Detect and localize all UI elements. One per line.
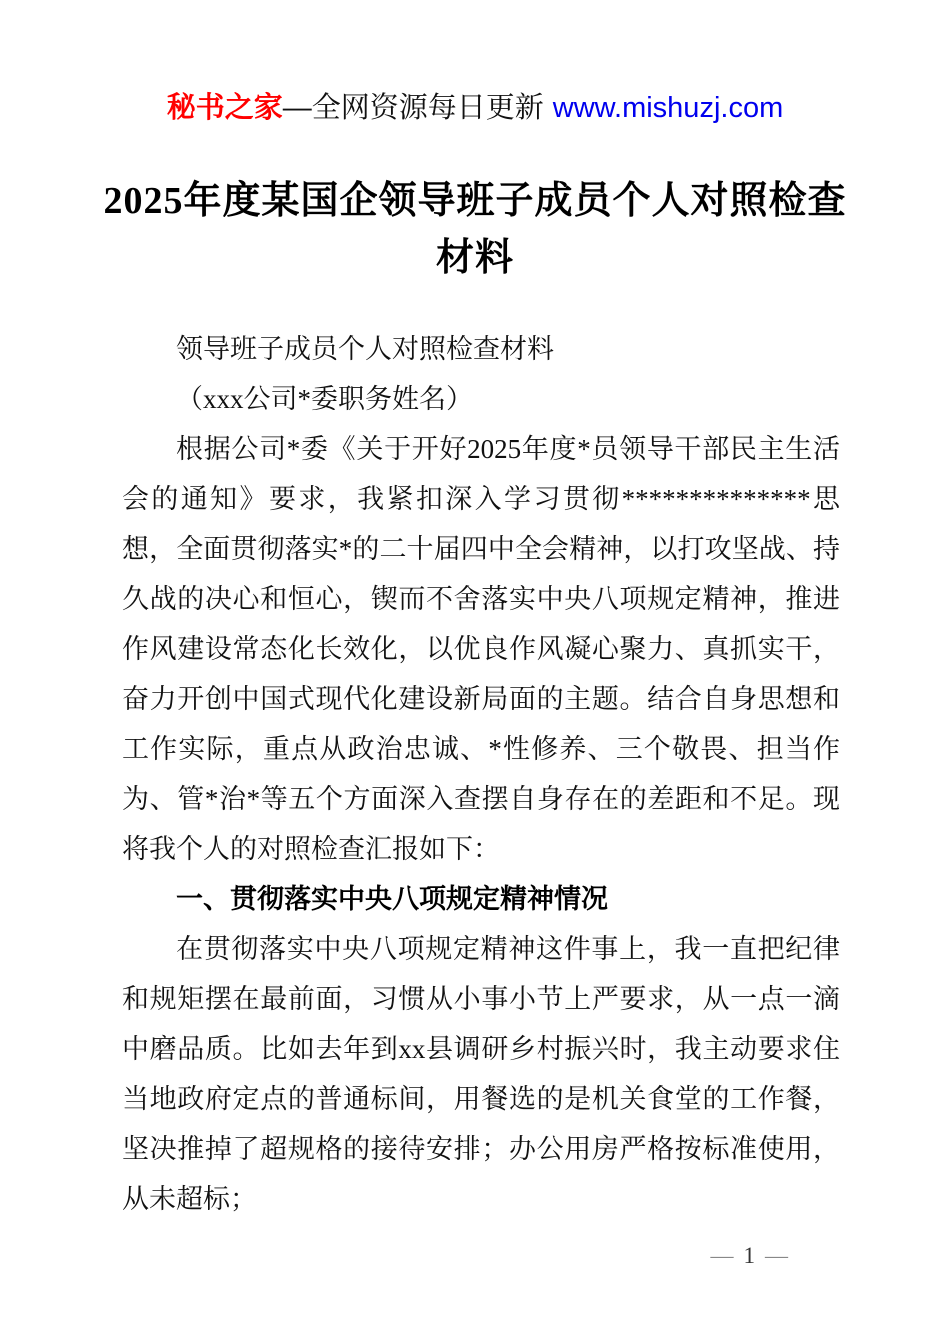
- page-number: [711, 1244, 789, 1268]
- page-number-value: 1: [743, 1243, 755, 1268]
- page-number-left-dash: —: [710, 1243, 734, 1268]
- section-heading-1: 一、贯彻落实中央八项规定精神情况: [176, 884, 608, 914]
- document-body: [122, 324, 840, 1224]
- paragraph-author: （xxx公司*委职务姓名）: [176, 384, 473, 414]
- paragraph-section-1-body: 在贯彻落实中央八项规定精神这件事上，我一直把纪律和规矩摆在最前面，习惯从小事小节上严要求，从一点一滴中磨品质。比如去年到xx县调研乡村振兴时，我主动要求住当地政府定点的普通标间，用餐选的是机关食堂的工作餐，坚决推掉了超规格的接待安排；办公用房严格按标准使用，从未超标；: [122, 934, 840, 1214]
- document-title: [85, 173, 865, 287]
- document-title-line-1: 2025年度某国企领导班子成员个人对照检查: [103, 180, 847, 222]
- site-tagline: —全网资源每日更新: [282, 92, 544, 124]
- paragraph-subtitle: 领导班子成员个人对照检查材料: [176, 334, 554, 364]
- site-url-link[interactable]: www.mishuzj.com: [552, 92, 784, 124]
- site-brand: 秘书之家: [166, 92, 283, 124]
- site-header: [0, 88, 950, 128]
- paragraph-intro: 根据公司*委《关于开好2025年度*员领导干部民主生活会的通知》要求，我紧扣深入学习贯彻**************思想，全面贯彻落实*的二十届四中全会精神，以打攻坚战、持久战的决心和恒心，锲而不舍落实中央八项规定精神，推进作风建设常态化长效化，以优良作风凝心聚力、真抓实干，奋力开创中国式现代化建设新局面的主题。结合自身思想和工作实际，重点从政治忠诚、*性修养、三个敬畏、担当作为、管*治*等五个方面深入查摆自身存在的差距和不足。现将我个人的对照检查汇报如下：: [122, 434, 840, 864]
- document-title-line-2: 材料: [435, 237, 514, 279]
- page-number-right-dash: —: [765, 1243, 788, 1268]
